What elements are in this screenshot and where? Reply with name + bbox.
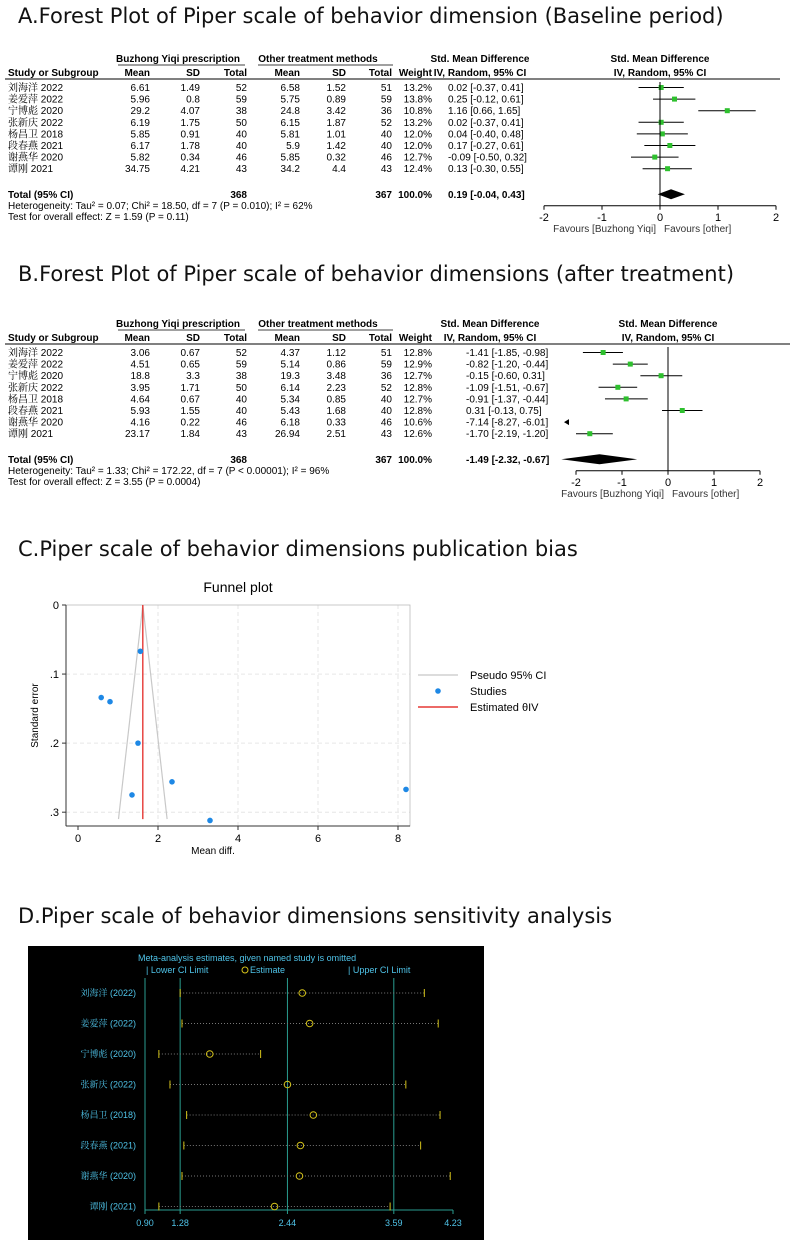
header-smd-sub-table: IV, Random, 95% CI [443, 333, 537, 344]
mean2-value: 24.8 [280, 106, 300, 118]
mean2-value: 5.9 [286, 141, 300, 152]
study-name: 姜爱萍 2022 [8, 359, 64, 371]
sd2-value: 1.52 [326, 83, 346, 94]
header-study: Study or Subgroup [8, 333, 99, 344]
total2-value: 40 [380, 129, 392, 141]
smd-ci-value: -0.09 [-0.50, 0.32] [448, 152, 527, 164]
funnel-plot [0, 573, 560, 883]
mean2-value: 5.43 [280, 406, 300, 417]
sd1-value: 4.07 [180, 106, 200, 118]
sens-header: Meta-analysis estimates, given named study is omitted [138, 953, 357, 963]
weight-value: 12.8% [403, 382, 432, 394]
mean2-value: 26.94 [274, 429, 300, 441]
study-label: 姜爱萍 (2022) [80, 1018, 136, 1029]
x-tick-label: 1 [714, 211, 722, 224]
header-sd1: SD [186, 68, 200, 79]
x-tick-label: 6 [314, 833, 322, 845]
sd2-value: 3.48 [326, 371, 346, 383]
sd1-value: 1.55 [180, 406, 200, 417]
study-marker [672, 97, 677, 102]
mean1-value: 29.2 [130, 106, 150, 118]
header-group2: Other treatment methods [258, 54, 378, 65]
study-label: 谢燕华 (2020) [80, 1171, 136, 1181]
study-name: 谭刚 2021 [8, 429, 54, 441]
smd-ci-value: 0.02 [-0.37, 0.41] [448, 83, 524, 94]
study-name: 段春燕 2021 [8, 406, 64, 417]
total2-value: 40 [380, 141, 392, 152]
favours-right: Favours [other] [664, 223, 732, 235]
study-name: 张新庆 2022 [8, 382, 64, 394]
sd1-value: 1.49 [180, 83, 200, 94]
header-smd-sub-table: IV, Random, 95% CI [433, 68, 527, 79]
forest-plot-a-svg [0, 52, 803, 252]
study-name: 杨昌卫 2018 [8, 129, 64, 141]
x-tick-label: 2 [154, 833, 162, 845]
smd-ci-value: -1.09 [-1.51, -0.67] [466, 382, 549, 394]
heterogeneity-text: Heterogeneity: Tau² = 1.33; Chi² = 172.22, df = 7 (P < 0.00001); I² = 96% [8, 465, 330, 477]
header-total2: Total [368, 68, 392, 79]
study-marker [601, 350, 606, 355]
study-name: 张新庆 2022 [8, 117, 64, 129]
study-point [169, 779, 175, 785]
study-point [207, 818, 213, 824]
header-group1: Buzhong Yiqi prescription [116, 54, 240, 65]
x-tick-label: 0.90 [136, 1218, 154, 1228]
x-tick-label: 0 [74, 833, 82, 845]
forest-plot-a [0, 52, 803, 252]
mean1-value: 5.85 [130, 129, 150, 141]
mean2-value: 5.81 [280, 129, 300, 141]
header-group1: Buzhong Yiqi prescription [116, 319, 240, 330]
mean2-value: 5.75 [280, 94, 300, 106]
study-marker [628, 362, 633, 367]
sd2-value: 1.12 [326, 348, 346, 359]
sd1-value: 0.67 [180, 394, 200, 406]
weight-value: 12.7% [403, 394, 432, 406]
legend-estimate-label: Estimated θIV [470, 702, 539, 714]
legend-studies-swatch [435, 688, 441, 694]
mean2-value: 5.34 [280, 394, 300, 406]
mean2-value: 34.2 [280, 164, 300, 176]
study-point [107, 699, 113, 705]
panel-a-title: A.Forest Plot of Piper scale of behavior dimension (Baseline period) [18, 4, 724, 28]
total2-value: 52 [380, 117, 392, 129]
y-tick-label: .3 [49, 807, 59, 820]
panel-b-title: B.Forest Plot of Piper scale of behavior dimensions (after treatment) [18, 262, 735, 286]
smd-ci-value: -1.70 [-2.19, -1.20] [466, 429, 549, 441]
smd-ci-value: -0.15 [-0.60, 0.31] [466, 371, 545, 383]
mean1-value: 5.96 [130, 94, 150, 106]
mean1-value: 3.95 [130, 382, 150, 394]
x-tick-label: -1 [597, 211, 607, 224]
x-tick-label: 2 [756, 476, 764, 489]
mean1-value: 18.8 [130, 371, 150, 383]
weight-value: 12.6% [403, 429, 432, 441]
x-tick-label: 0 [664, 476, 672, 489]
mean1-value: 4.64 [130, 394, 150, 406]
study-label: 杨昌卫 (2018) [80, 1110, 136, 1120]
mean2-value: 6.15 [280, 117, 300, 129]
study-point [129, 792, 135, 798]
total2-value: 40 [380, 394, 392, 406]
sd2-value: 2.51 [326, 429, 346, 441]
y-tick-label: .2 [49, 738, 59, 751]
x-tick-label: -2 [539, 211, 549, 224]
forest-plot-b [0, 317, 803, 517]
study-name: 姜爱萍 2022 [8, 94, 64, 106]
sd2-value: 0.32 [326, 152, 346, 164]
weight-value: 13.2% [403, 117, 432, 129]
study-name: 谢燕华 2020 [8, 152, 64, 164]
sd1-value: 1.84 [180, 429, 200, 441]
sd2-value: 0.85 [326, 394, 346, 406]
mean1-value: 3.06 [130, 348, 150, 359]
study-marker [624, 396, 629, 401]
total1-value: 52 [235, 83, 247, 94]
pseudo-ci-right [143, 605, 167, 819]
total2-value: 52 [380, 382, 392, 394]
total-weight: 100.0% [398, 189, 432, 201]
weight-value: 10.8% [403, 106, 432, 118]
mean1-value: 34.75 [124, 164, 150, 176]
study-name: 宁博彪 2020 [8, 106, 64, 118]
header-total2: Total [368, 333, 392, 344]
sd1-value: 1.75 [180, 117, 200, 129]
weight-value: 12.0% [403, 129, 432, 141]
total-diamond [658, 189, 685, 199]
y-axis-label: Standard error [30, 683, 41, 748]
favours-left: Favours [Buzhong Yiqi] [553, 223, 656, 235]
total2-value: 51 [380, 83, 392, 94]
total2-n: 367 [375, 189, 392, 201]
study-point [135, 740, 141, 746]
study-label: 张新庆 (2022) [80, 1079, 136, 1090]
mean2-value: 19.3 [280, 371, 300, 383]
study-marker [659, 85, 664, 90]
mean1-value: 6.17 [130, 141, 150, 152]
study-point [403, 787, 409, 793]
sd2-value: 1.87 [326, 117, 346, 129]
study-marker [665, 166, 670, 171]
x-tick-label: 8 [394, 833, 402, 845]
header-total1: Total [223, 333, 247, 344]
smd-ci-value: 0.02 [-0.37, 0.41] [448, 117, 524, 129]
smd-ci-value: -0.91 [-1.37, -0.44] [466, 394, 549, 406]
weight-value: 10.6% [403, 417, 432, 429]
sd1-value: 0.22 [180, 417, 200, 429]
header-weight: Weight [398, 333, 432, 344]
total2-value: 40 [380, 406, 392, 417]
total1-n: 368 [230, 454, 247, 466]
x-axis-label: Mean diff. [191, 846, 235, 857]
panel-d-title: D.Piper scale of behavior dimensions sensitivity analysis [18, 904, 613, 928]
smd-ci-value: -7.14 [-8.27, -6.01] [466, 417, 549, 429]
x-tick-label: 3.59 [385, 1218, 403, 1228]
heterogeneity-text: Heterogeneity: Tau² = 0.07; Chi² = 18.50, df = 7 (P = 0.010); I² = 62% [8, 200, 313, 212]
total-diamond [561, 454, 637, 464]
mean1-value: 23.17 [124, 429, 150, 441]
legend-estimate-marker [242, 967, 248, 973]
mean1-value: 5.82 [130, 152, 150, 164]
legend-upper: | Upper CI Limit [348, 965, 411, 975]
sd1-value: 0.65 [180, 359, 200, 371]
mean2-value: 6.58 [280, 83, 300, 94]
study-label: 谭刚 (2021) [89, 1201, 136, 1212]
total1-value: 40 [235, 394, 247, 406]
sensitivity-svg [28, 946, 484, 1240]
header-sd2: SD [332, 68, 346, 79]
weight-value: 13.2% [403, 83, 432, 94]
sd1-value: 4.21 [180, 164, 200, 176]
smd-ci-value: 0.17 [-0.27, 0.61] [448, 141, 524, 152]
total1-value: 59 [235, 359, 247, 371]
sd2-value: 1.42 [326, 141, 346, 152]
sd2-value: 1.68 [326, 406, 346, 417]
mean1-value: 6.61 [130, 83, 150, 94]
study-marker [659, 373, 664, 378]
pseudo-ci-left [118, 605, 142, 819]
header-sd2: SD [332, 333, 346, 344]
mean1-value: 6.19 [130, 117, 150, 129]
total2-value: 36 [380, 106, 392, 118]
sd1-value: 1.71 [180, 382, 200, 394]
sd1-value: 0.67 [180, 348, 200, 359]
header-sd1: SD [186, 333, 200, 344]
total1-value: 40 [235, 141, 247, 152]
forest-plot-b-svg [0, 317, 803, 517]
funnel-title: Funnel plot [203, 579, 273, 595]
total1-value: 46 [235, 417, 247, 429]
mean2-value: 6.18 [280, 417, 300, 429]
mean2-value: 4.37 [280, 348, 300, 359]
mean1-value: 5.93 [130, 406, 150, 417]
header-mean1: Mean [124, 333, 150, 344]
x-tick-label: 2.44 [278, 1218, 297, 1228]
header-smd-table: Std. Mean Difference [430, 54, 530, 65]
sd2-value: 0.89 [326, 94, 346, 106]
smd-ci-value: 1.16 [0.66, 1.65] [448, 106, 521, 118]
header-group2: Other treatment methods [258, 319, 378, 330]
plot-frame [66, 605, 410, 826]
study-name: 谭刚 2021 [8, 164, 54, 176]
total1-value: 38 [235, 371, 247, 383]
study-point [138, 648, 144, 654]
header-total1: Total [223, 68, 247, 79]
total1-value: 40 [235, 129, 247, 141]
total1-value: 43 [235, 429, 247, 441]
total1-value: 40 [235, 406, 247, 417]
favours-right: Favours [other] [672, 488, 740, 500]
sensitivity-panel [28, 946, 484, 1240]
total2-value: 36 [380, 371, 392, 383]
total-weight: 100.0% [398, 454, 432, 466]
smd-ci-value: 0.04 [-0.40, 0.48] [448, 129, 524, 141]
total1-value: 38 [235, 106, 247, 118]
overall-effect-text: Test for overall effect: Z = 3.55 (P = 0.0004) [8, 476, 201, 488]
panel-c-title: C.Piper scale of behavior dimensions publication bias [18, 537, 578, 561]
estimate-marker [299, 990, 306, 997]
total1-value: 46 [235, 152, 247, 164]
sd1-value: 0.34 [180, 152, 200, 164]
total2-value: 59 [380, 94, 392, 106]
weight-value: 12.8% [403, 406, 432, 417]
header-smd-plot: Std. Mean Difference [618, 319, 718, 330]
sd2-value: 2.23 [326, 382, 346, 394]
sd2-value: 0.33 [326, 417, 346, 429]
mean2-value: 5.85 [280, 152, 300, 164]
x-tick-label: -1 [617, 476, 627, 489]
header-weight: Weight [398, 68, 432, 79]
weight-value: 13.8% [403, 94, 432, 106]
sd1-value: 1.78 [180, 141, 200, 152]
total1-value: 43 [235, 164, 247, 176]
header-mean2: Mean [274, 333, 300, 344]
x-tick-label: 4.23 [444, 1218, 462, 1228]
total1-n: 368 [230, 189, 247, 201]
header-study: Study or Subgroup [8, 68, 99, 79]
total2-value: 43 [380, 164, 392, 176]
favours-left: Favours [Buzhong Yiqi] [561, 488, 664, 500]
study-marker [615, 385, 620, 390]
study-name: 段春燕 2021 [8, 141, 64, 152]
total-label: Total (95% CI) [8, 454, 74, 466]
total-label: Total (95% CI) [8, 189, 74, 201]
y-tick-label: .1 [49, 669, 59, 682]
x-tick-label: -2 [571, 476, 581, 489]
study-marker [725, 108, 730, 113]
mean1-value: 4.51 [130, 359, 150, 371]
weight-value: 12.9% [403, 359, 432, 371]
header-smd-sub-plot: IV, Random, 95% CI [613, 68, 707, 79]
study-label: 宁博彪 (2020) [80, 1049, 136, 1059]
study-marker [660, 131, 665, 136]
total2-value: 51 [380, 348, 392, 359]
funnel-plot-svg [0, 573, 560, 883]
x-tick-label: 1 [710, 476, 718, 489]
study-name: 谢燕华 2020 [8, 417, 64, 429]
overall-effect-text: Test for overall effect: Z = 1.59 (P = 0.11) [8, 211, 189, 223]
sd2-value: 0.86 [326, 359, 346, 371]
y-tick-label: 0 [52, 600, 59, 612]
weight-value: 12.4% [403, 164, 432, 176]
header-smd-sub-plot: IV, Random, 95% CI [621, 333, 715, 344]
study-marker [652, 155, 657, 160]
study-name: 刘海洋 2022 [8, 348, 64, 359]
header-smd-plot: Std. Mean Difference [610, 54, 710, 65]
study-marker [680, 408, 685, 413]
header-smd-table: Std. Mean Difference [440, 319, 540, 330]
x-tick-label: 1.28 [171, 1218, 189, 1228]
header-mean2: Mean [274, 68, 300, 79]
sd2-value: 4.4 [332, 164, 346, 176]
total2-n: 367 [375, 454, 392, 466]
total2-value: 59 [380, 359, 392, 371]
x-tick-label: 0 [656, 211, 664, 224]
weight-value: 12.0% [403, 141, 432, 152]
study-marker [587, 431, 592, 436]
total2-value: 46 [380, 417, 392, 429]
smd-ci-value: 0.13 [-0.30, 0.55] [448, 164, 524, 176]
sd1-value: 0.91 [180, 129, 200, 141]
smd-ci-value: -1.41 [-1.85, -0.98] [466, 348, 549, 359]
study-name: 宁博彪 2020 [8, 371, 64, 383]
total2-value: 43 [380, 429, 392, 441]
weight-value: 12.8% [403, 348, 432, 359]
smd-ci-value: 0.25 [-0.12, 0.61] [448, 94, 524, 106]
study-label: 段春燕 (2021) [80, 1140, 136, 1151]
legend-estimate: Estimate [250, 965, 286, 975]
offscale-arrow [564, 419, 569, 425]
header-mean1: Mean [124, 68, 150, 79]
smd-ci-value: -0.82 [-1.20, -0.44] [466, 359, 549, 371]
total2-value: 46 [380, 152, 392, 164]
smd-ci-value: 0.31 [-0.13, 0.75] [466, 406, 542, 417]
legend-lower: | Lower CI Limit [146, 965, 209, 975]
study-label: 刘海洋 (2022) [80, 988, 136, 998]
total-ci: 0.19 [-0.04, 0.43] [448, 189, 525, 201]
x-tick-label: 4 [234, 833, 242, 845]
total1-value: 50 [235, 382, 247, 394]
x-tick-label: 2 [772, 211, 780, 224]
legend-studies-label: Studies [470, 686, 507, 698]
mean2-value: 5.14 [280, 359, 300, 371]
legend-ci-label: Pseudo 95% CI [470, 670, 547, 682]
sd1-value: 3.3 [186, 371, 200, 383]
total-ci: -1.49 [-2.32, -0.67] [466, 454, 550, 466]
weight-value: 12.7% [403, 371, 432, 383]
sd1-value: 0.8 [186, 94, 200, 106]
sd2-value: 3.42 [326, 106, 346, 118]
study-name: 刘海洋 2022 [8, 83, 64, 94]
study-name: 杨昌卫 2018 [8, 394, 64, 406]
total1-value: 52 [235, 348, 247, 359]
study-marker [667, 143, 672, 148]
mean2-value: 6.14 [280, 382, 300, 394]
weight-value: 12.7% [403, 152, 432, 164]
study-marker [659, 120, 664, 125]
mean1-value: 4.16 [130, 417, 150, 429]
total1-value: 59 [235, 94, 247, 106]
sd2-value: 1.01 [326, 129, 346, 141]
study-point [98, 695, 104, 701]
total1-value: 50 [235, 117, 247, 129]
